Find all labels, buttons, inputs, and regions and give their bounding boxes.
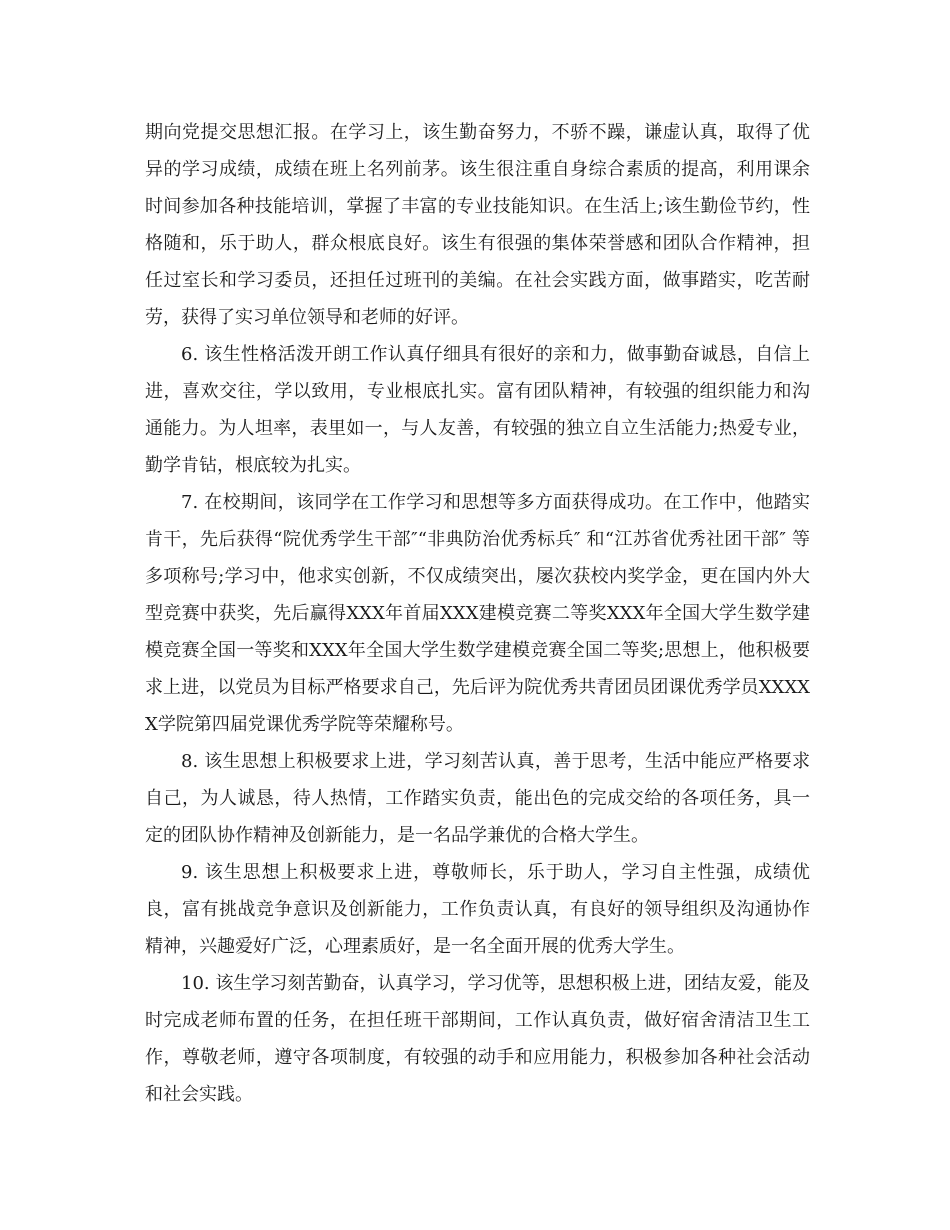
paragraph-continuation: 期向党提交思想汇报。在学习上，该生勤奋努力，不骄不躁，谦虚认真，取得了优异的学习成绩，成绩在班上名列前茅。该生很注重自身综合素质的提高，利用课余时间参加各种技能培训，掌握了丰富的专业技能知识。在生活上;该生勤俭节约，性格随和，乐于助人，群众根底良好。该生有很强的集体荣誉感和团队合作精神，担任过室长和学习委员，还担任过班刊的美编。在社会实践方面，做事踏实，吃苦耐劳，获得了实习单位领导和老师的好评。 — [145, 122, 810, 328]
paragraph-item-8: 8. 该生思想上积极要求上进，学习刻苦认真，善于思考，生活中能应严格要求自己，为人诚恳，待人热情，工作踏实负责，能出色的完成交给的各项任务，具一定的团队协作精神及创新能力，是一名品学兼优的合格大学生。 — [145, 751, 810, 846]
document-body — [145, 114, 810, 1113]
paragraph-item-7: 7. 在校期间，该同学在工作学习和思想等多方面获得成功。在工作中，他踏实肯干，先后获得“院优秀学生干部″“非典防治优秀标兵″ 和“江苏省优秀社团干部″ 等多项称号;学习中，他求实创新，不仅成绩突出，屡次获校内奖学金，更在国内外大型竞赛中获奖，先后赢得XXX年首届XXX建模竞赛二等奖XXX年全国大学生数学建模竞赛全国一等奖和XXX年全国大学生数学建模竞赛全国二等奖;思想上，他积极要求上进，以党员为目标严格要求自己，先后评为院优秀共青团员团课优秀学员XXXXX学院第四届党课优秀学院等荣耀称号。 — [145, 492, 810, 735]
paragraph-item-6: 6. 该生性格活泼开朗工作认真仔细具有很好的亲和力，做事勤奋诚恳，自信上进，喜欢交往，学以致用，专业根底扎实。富有团队精神，有较强的组织能力和沟通能力。为人坦率，表里如一，与人友善，有较强的独立自立生活能力;热爱专业，勤学肯钻，根底较为扎实。 — [145, 344, 810, 476]
paragraph-item-10: 10. 该生学习刻苦勤奋，认真学习，学习优等，思想积极上进，团结友爱，能及时完成老师布置的任务，在担任班干部期间，工作认真负责，做好宿舍清洁卫生工作，尊敬老师，遵守各项制度，有较强的动手和应用能力，积极参加各种社会活动和社会实践。 — [145, 973, 810, 1105]
paragraph-item-9: 9. 该生思想上积极要求上进，尊敬师长，乐于助人，学习自主性强，成绩优良，富有挑战竞争意识及创新能力，工作负责认真，有良好的领导组织及沟通协作精神，兴趣爱好广泛，心理素质好，是一名全面开展的优秀大学生。 — [145, 862, 810, 957]
